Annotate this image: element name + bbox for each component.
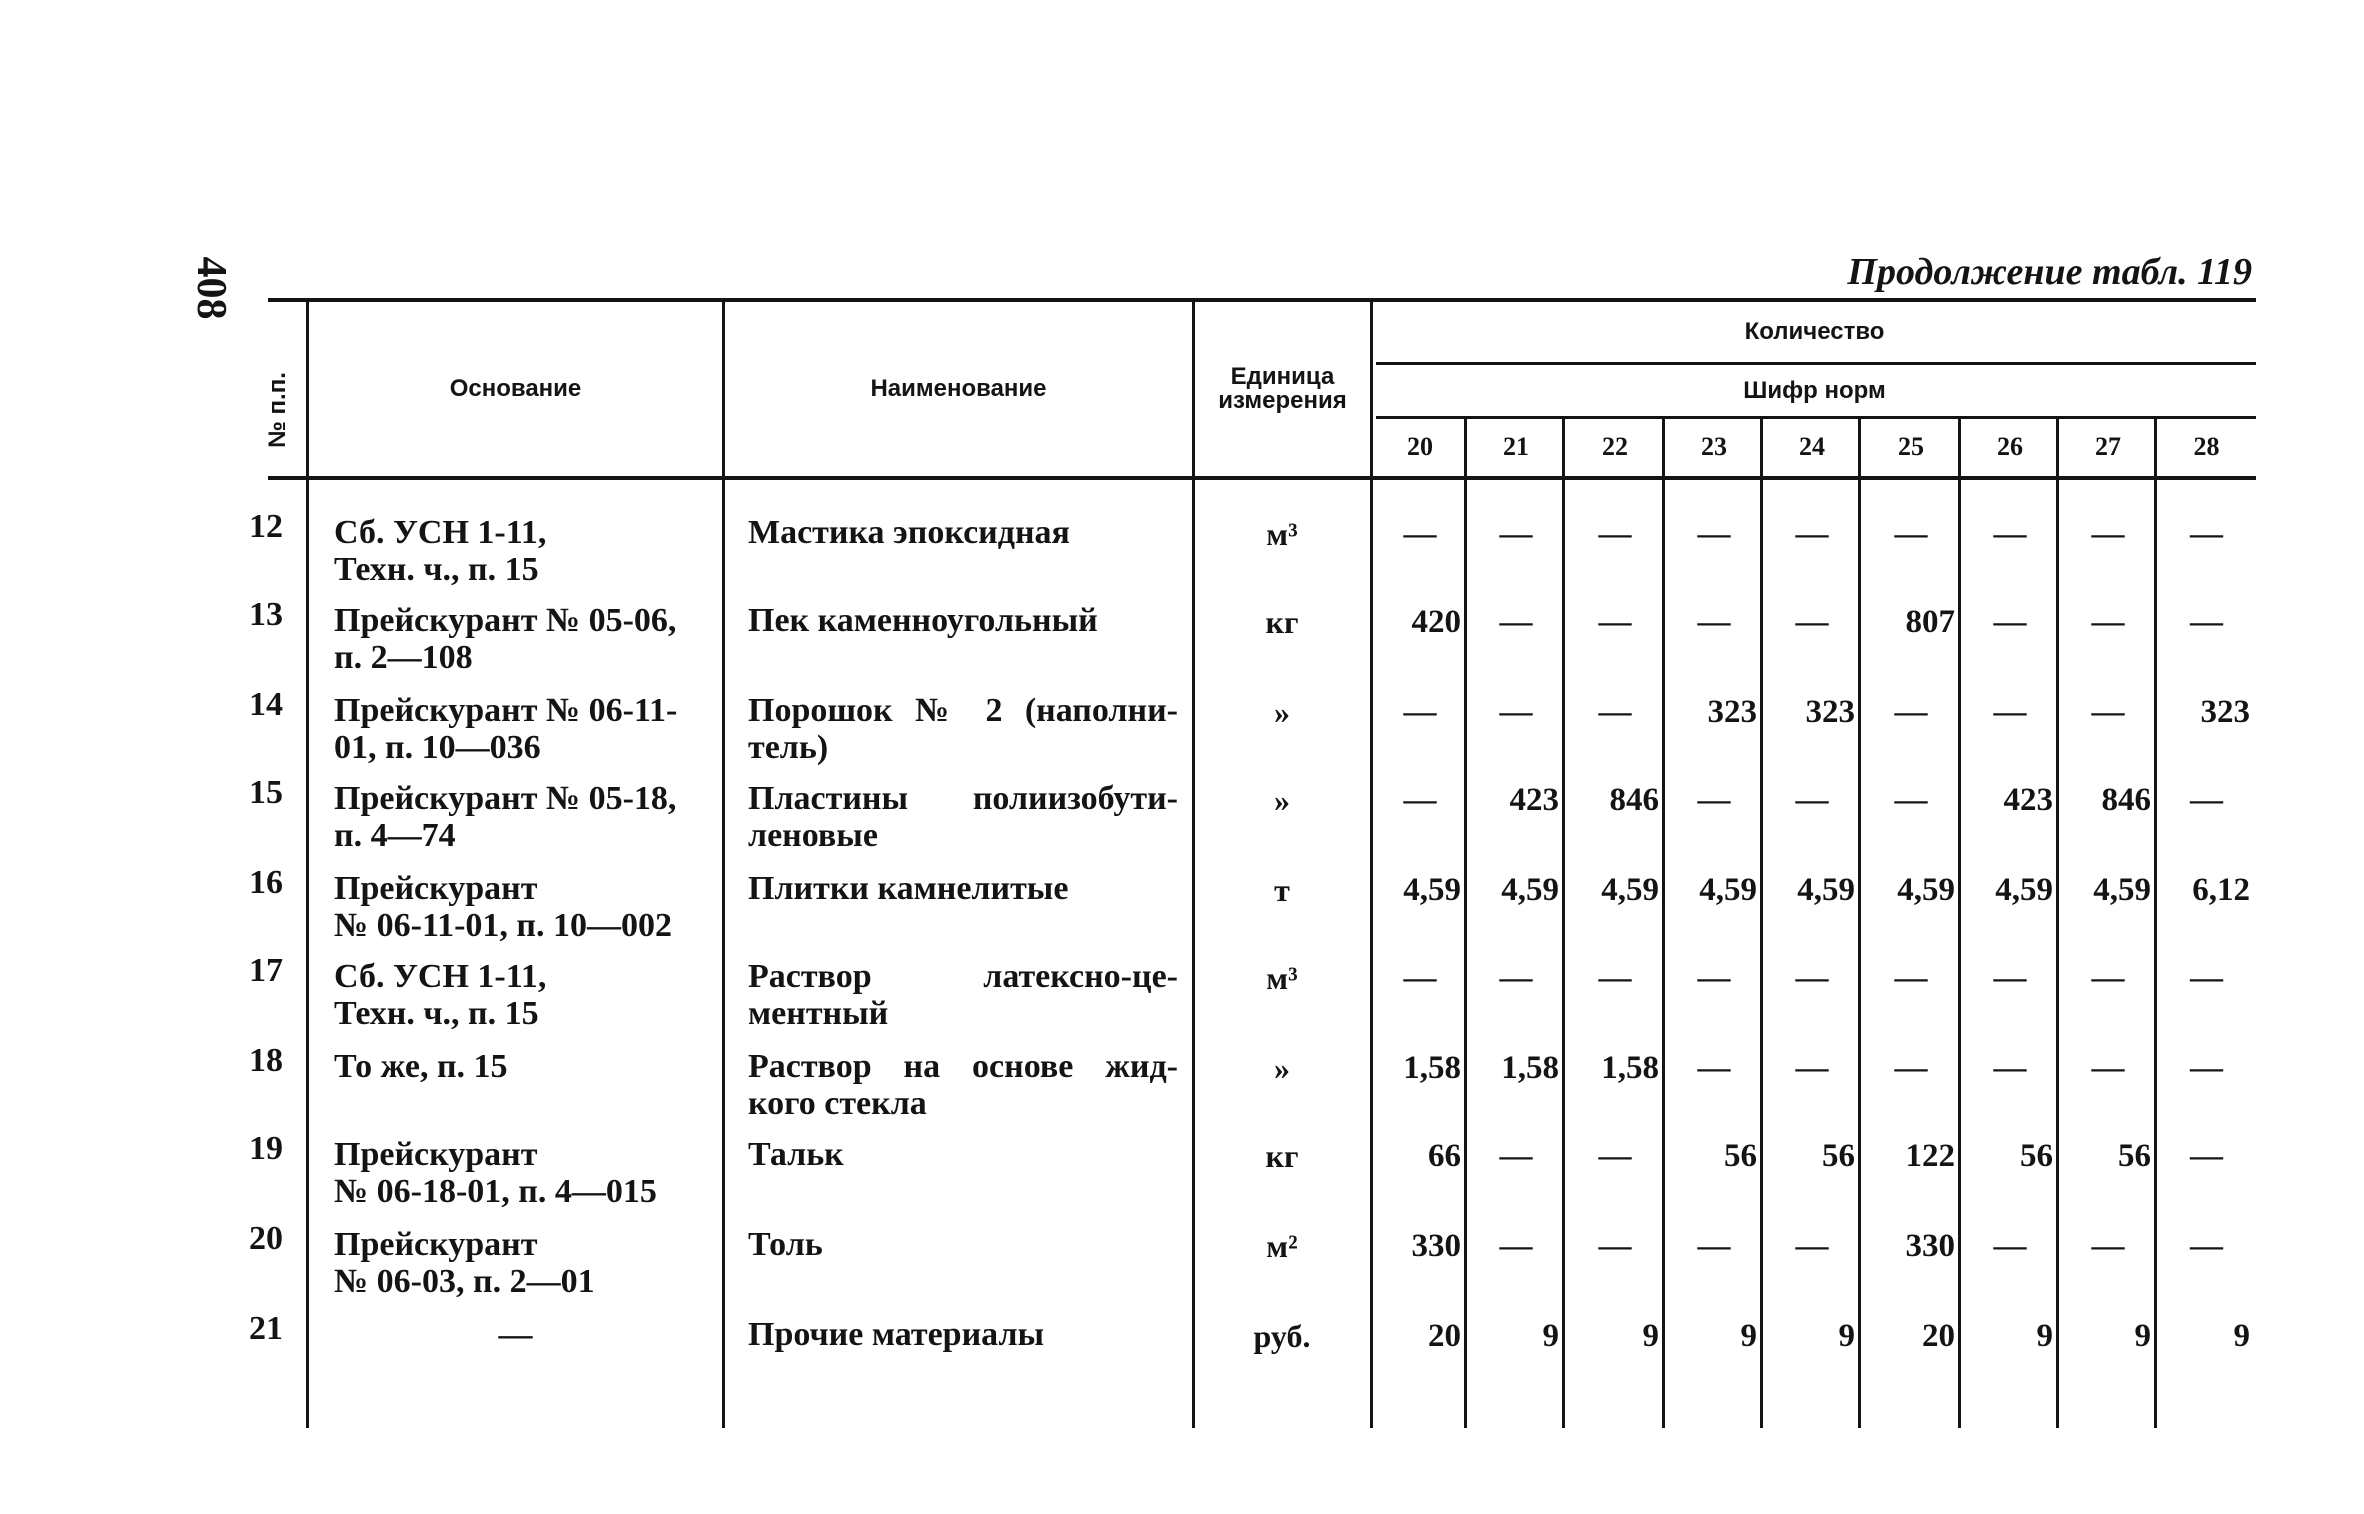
row-number: 15 xyxy=(249,774,283,811)
basis-line: Техн. ч., п. 15 xyxy=(334,995,539,1032)
value-cell-22: — xyxy=(1598,694,1632,730)
value-cell-23: 9 xyxy=(1740,1318,1757,1354)
basis-line: Сб. УСН 1-11, xyxy=(334,514,547,551)
value-cell-21: — xyxy=(1499,694,1533,730)
value-cell-20: — xyxy=(1403,782,1437,818)
unit-cell: руб. xyxy=(1253,1318,1311,1354)
value-cell-25: 330 xyxy=(1905,1228,1955,1264)
value-cell-27: — xyxy=(2091,1050,2125,1086)
value-cell-20: 420 xyxy=(1411,604,1461,640)
value-cell-24: — xyxy=(1795,1228,1829,1264)
unit-cell: м³ xyxy=(1266,960,1298,996)
value-cell-26: — xyxy=(1993,694,2027,730)
header-unit-text: Единица измерения xyxy=(1218,363,1347,414)
basis-cell xyxy=(334,780,719,854)
value-cell-21: — xyxy=(1499,960,1533,996)
value-cell-20: — xyxy=(1403,960,1437,996)
value-cell-26: — xyxy=(1993,1228,2027,1264)
basis-line: То же, п. 15 xyxy=(334,1048,508,1085)
name-line: Плитки камнелитые xyxy=(748,870,1069,907)
value-cell-27: — xyxy=(2091,516,2125,552)
col-rule-code-26 xyxy=(1958,418,1961,1428)
value-cell-24: — xyxy=(1795,516,1829,552)
name-line: Пластины полиизобути- xyxy=(748,780,1178,817)
name-line: Раствор латексно-це- xyxy=(748,958,1178,995)
value-cell-26: — xyxy=(1993,960,2027,996)
value-cell-28: 323 xyxy=(2200,694,2250,730)
value-cell-25: 807 xyxy=(1905,604,1955,640)
col-rule-code-21 xyxy=(1464,418,1467,1428)
page-number: 408 xyxy=(188,256,234,320)
name-line: кого стекла xyxy=(748,1085,927,1122)
basis-cell xyxy=(334,692,719,766)
name-cell xyxy=(748,1316,1178,1353)
value-cell-22: 846 xyxy=(1609,782,1659,818)
basis-line: Техн. ч., п. 15 xyxy=(334,551,539,588)
value-cell-25: — xyxy=(1894,960,1928,996)
value-cell-24: 56 xyxy=(1822,1138,1855,1174)
code-header-22: 22 xyxy=(1602,432,1628,461)
value-cell-24: — xyxy=(1795,1050,1829,1086)
unit-cell: » xyxy=(1274,1050,1290,1086)
value-cell-28: — xyxy=(2190,516,2223,552)
row-number: 13 xyxy=(249,596,283,633)
value-cell-24: — xyxy=(1795,782,1829,818)
value-cell-25: — xyxy=(1894,694,1928,730)
value-cell-26: — xyxy=(1993,516,2027,552)
basis-line: Сб. УСН 1-11, xyxy=(334,958,547,995)
basis-line: Прейскурант xyxy=(334,1226,538,1263)
value-cell-23: — xyxy=(1697,516,1731,552)
value-cell-20: 1,58 xyxy=(1403,1050,1461,1086)
code-header-21: 21 xyxy=(1503,432,1529,461)
header-num: № п.п. xyxy=(264,372,291,448)
header-name: Наименование xyxy=(870,375,1047,402)
name-line: Раствор на основе жид- xyxy=(748,1048,1178,1085)
value-cell-22: 9 xyxy=(1642,1318,1659,1354)
basis-line: 01, п. 10—036 xyxy=(334,729,541,766)
code-header-24: 24 xyxy=(1799,432,1825,461)
name-line: тель) xyxy=(748,729,829,766)
value-cell-28: — xyxy=(2190,960,2223,996)
col-rule-code-27 xyxy=(2056,418,2059,1428)
value-cell-27: 4,59 xyxy=(2093,872,2151,908)
code-header-28: 28 xyxy=(2193,432,2220,461)
basis-cell xyxy=(334,870,719,944)
value-cell-28: — xyxy=(2190,782,2223,818)
name-cell xyxy=(748,870,1178,907)
name-line: ментный xyxy=(748,995,889,1032)
value-cell-24: 323 xyxy=(1805,694,1855,730)
basis-line: Прейскурант № 05-18, xyxy=(334,780,677,817)
value-cell-22: — xyxy=(1598,1228,1632,1264)
value-cell-24: — xyxy=(1795,960,1829,996)
value-cell-22: 1,58 xyxy=(1601,1050,1659,1086)
basis-line: Прейскурант xyxy=(334,1136,538,1173)
name-line: Пек каменноугольный xyxy=(748,602,1098,639)
name-cell xyxy=(748,958,1178,1032)
basis-cell xyxy=(334,1136,719,1210)
code-header-20: 20 xyxy=(1407,432,1433,461)
value-cell-20: — xyxy=(1403,516,1437,552)
value-cell-21: — xyxy=(1499,516,1533,552)
value-cell-20: 20 xyxy=(1428,1318,1461,1354)
value-cell-28: — xyxy=(2190,1050,2223,1086)
row-number: 21 xyxy=(249,1310,283,1347)
header-basis: Основание xyxy=(449,375,582,402)
name-cell xyxy=(748,1136,1178,1173)
value-cell-27: — xyxy=(2091,694,2125,730)
value-cell-26: — xyxy=(1993,604,2027,640)
value-cell-23: — xyxy=(1697,1228,1731,1264)
value-cell-25: — xyxy=(1894,782,1928,818)
value-cell-20: — xyxy=(1403,694,1437,730)
basis-line: № 06-03, п. 2—01 xyxy=(334,1263,595,1300)
value-cell-21: 4,59 xyxy=(1501,872,1559,908)
col-rule-code-24 xyxy=(1760,418,1763,1428)
header-quantity: Количество xyxy=(1744,318,1885,345)
name-line: Порошок № 2 (наполни- xyxy=(748,692,1178,729)
value-cell-25: — xyxy=(1894,1050,1928,1086)
row-number: 12 xyxy=(249,508,283,545)
basis-line: п. 2—108 xyxy=(334,639,473,676)
table-caption: Продолжение табл. 119 xyxy=(1847,251,2252,293)
basis-cell xyxy=(309,1316,722,1353)
value-cell-20: 330 xyxy=(1411,1228,1461,1264)
name-line: леновые xyxy=(748,817,878,854)
value-cell-26: 9 xyxy=(2036,1318,2053,1354)
row-number: 17 xyxy=(249,952,283,989)
value-cell-25: 122 xyxy=(1905,1138,1955,1174)
value-cell-27: — xyxy=(2091,960,2125,996)
header-unit xyxy=(1195,302,1370,476)
value-cell-27: 56 xyxy=(2118,1138,2151,1174)
value-cell-22: — xyxy=(1598,604,1632,640)
value-cell-24: 4,59 xyxy=(1797,872,1855,908)
value-cell-20: 66 xyxy=(1428,1138,1461,1174)
value-cell-23: — xyxy=(1697,1050,1731,1086)
basis-cell xyxy=(334,602,719,676)
value-cell-28: 9 xyxy=(2233,1318,2250,1354)
name-cell xyxy=(748,692,1178,766)
value-cell-28: — xyxy=(2190,604,2223,640)
unit-cell: » xyxy=(1274,782,1290,818)
row-number: 14 xyxy=(249,686,283,723)
col-rule-code-23 xyxy=(1662,418,1665,1428)
value-cell-25: 4,59 xyxy=(1897,872,1955,908)
name-line: Тальк xyxy=(748,1136,844,1173)
row-number: 16 xyxy=(249,864,283,901)
name-cell xyxy=(748,602,1178,639)
basis-line: Прейскурант xyxy=(334,870,538,907)
unit-cell: м² xyxy=(1266,1228,1298,1264)
value-cell-21: 9 xyxy=(1542,1318,1559,1354)
basis-line: Прейскурант № 05-06, xyxy=(334,602,677,639)
row-number: 20 xyxy=(249,1220,283,1257)
value-cell-23: — xyxy=(1697,782,1731,818)
code-header-25: 25 xyxy=(1898,432,1924,461)
value-cell-21: 1,58 xyxy=(1501,1050,1559,1086)
value-cell-22: — xyxy=(1598,516,1632,552)
value-cell-22: — xyxy=(1598,960,1632,996)
value-cell-23: — xyxy=(1697,960,1731,996)
value-cell-21: — xyxy=(1499,604,1533,640)
basis-cell xyxy=(334,1226,719,1300)
name-line: Толь xyxy=(748,1226,823,1263)
value-cell-25: — xyxy=(1894,516,1928,552)
col-rule-code-28 xyxy=(2154,418,2157,1428)
value-cell-22: 4,59 xyxy=(1601,872,1659,908)
basis-cell xyxy=(334,514,719,588)
name-cell xyxy=(748,514,1178,551)
unit-cell: кг xyxy=(1265,1138,1299,1174)
name-cell xyxy=(748,780,1178,854)
name-cell xyxy=(748,1048,1178,1122)
unit-cell: м³ xyxy=(1266,516,1298,552)
value-cell-23: 4,59 xyxy=(1699,872,1757,908)
basis-line: № 06-11-01, п. 10—002 xyxy=(334,907,673,944)
value-cell-21: — xyxy=(1499,1228,1533,1264)
basis-line: — xyxy=(498,1316,533,1353)
col-rule-code-25 xyxy=(1858,418,1861,1428)
value-cell-20: 4,59 xyxy=(1403,872,1461,908)
code-header-23: 23 xyxy=(1701,432,1727,461)
value-cell-27: 9 xyxy=(2134,1318,2151,1354)
basis-line: Прейскурант № 06-11- xyxy=(334,692,678,729)
col-rule-code-22 xyxy=(1562,418,1565,1428)
value-cell-21: 423 xyxy=(1509,782,1559,818)
value-cell-27: — xyxy=(2091,604,2125,640)
value-cell-26: — xyxy=(1993,1050,2027,1086)
value-cell-26: 4,59 xyxy=(1995,872,2053,908)
basis-cell xyxy=(334,1048,719,1085)
value-cell-24: — xyxy=(1795,604,1829,640)
header-codes-title: Шифр норм xyxy=(1743,376,1886,404)
value-cell-28: 6,12 xyxy=(2192,872,2250,908)
value-cell-27: — xyxy=(2091,1228,2125,1264)
value-cell-26: 56 xyxy=(2020,1138,2053,1174)
value-cell-28: — xyxy=(2190,1138,2223,1174)
name-line: Мастика эпоксидная xyxy=(748,514,1070,551)
row-number: 19 xyxy=(249,1130,283,1167)
codes-rule xyxy=(1376,416,2256,419)
value-cell-23: 323 xyxy=(1707,694,1757,730)
value-cell-23: 56 xyxy=(1724,1138,1757,1174)
unit-cell: » xyxy=(1274,694,1290,730)
value-cell-22: — xyxy=(1598,1138,1632,1174)
value-cell-21: — xyxy=(1499,1138,1533,1174)
unit-cell: т xyxy=(1274,872,1290,908)
value-cell-26: 423 xyxy=(2003,782,2053,818)
value-cell-28: — xyxy=(2190,1228,2223,1264)
basis-line: № 06-18-01, п. 4—015 xyxy=(334,1173,657,1210)
row-number: 18 xyxy=(249,1042,283,1079)
value-cell-27: 846 xyxy=(2101,782,2151,818)
name-cell xyxy=(748,1226,1178,1263)
value-cell-25: 20 xyxy=(1922,1318,1955,1354)
value-cell-23: — xyxy=(1697,604,1731,640)
code-header-26: 26 xyxy=(1997,432,2023,461)
code-header-27: 27 xyxy=(2095,432,2121,461)
basis-line: п. 4—74 xyxy=(334,817,456,854)
unit-cell: кг xyxy=(1265,604,1299,640)
name-line: Прочие материалы xyxy=(748,1316,1045,1353)
value-cell-24: 9 xyxy=(1838,1318,1855,1354)
basis-cell xyxy=(334,958,719,1032)
